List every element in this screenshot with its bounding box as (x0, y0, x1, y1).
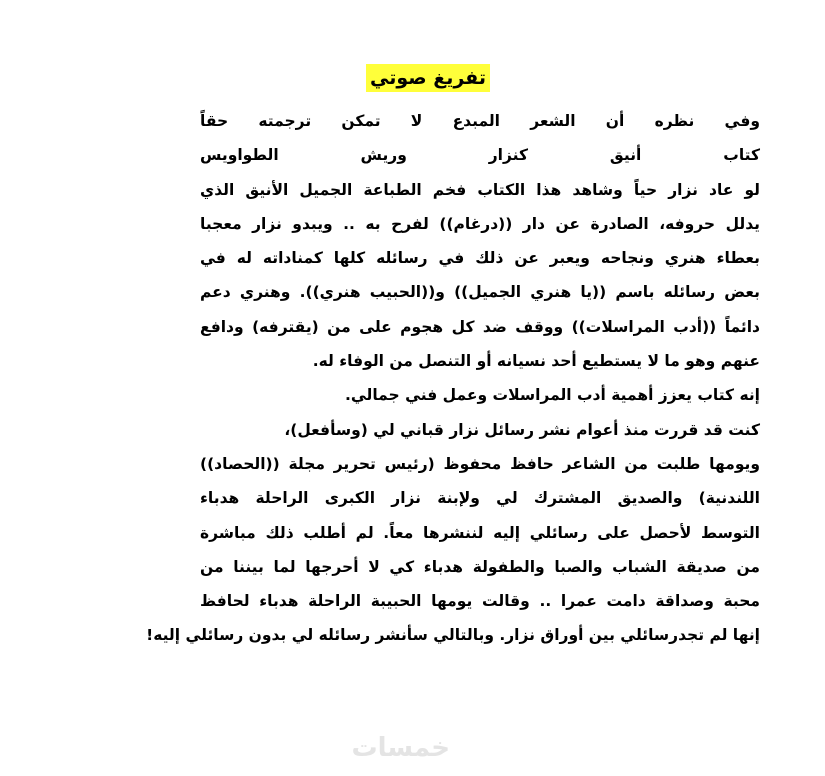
document-body (146, 104, 760, 653)
text-line: بعض رسائله باسم ((يا هنري الجميل)) و((الحبيب هنري)). وهنري دعم (200, 283, 760, 302)
text-line: عنهم وهو ما لا يستطيع أحد نسيانه أو التنصل من الوفاء له. (312, 352, 760, 371)
page-title: تفريغ صوتي (366, 64, 490, 92)
text-line: التوسط لأحصل على رسائلي إليه لننشرها معاً. لم أطلب ذلك مباشرة (200, 523, 760, 542)
text-line: لو عاد نزار حياً وشاهد هذا الكتاب فخم الطباعة الجميل الأنيق الذي (200, 180, 760, 199)
text-line: كنت قد قررت منذ أعوام نشر رسائل نزار قباني لي (وسأفعل)، (284, 420, 760, 439)
text-line: دائماً ((أدب المراسلات)) ووقف ضد كل هجوم على من (يقترفه) ودافع (200, 317, 760, 336)
text-line: إنه كتاب يعزز أهمية أدب المراسلات وعمل فني جمالي. (344, 386, 760, 405)
text-line: وفي نظره أن الشعر المبدع لا تمكن ترجمته حقاً (200, 112, 760, 130)
text-line: كتاب أنيق كنزار وريش الطواويس (200, 146, 760, 165)
text-line: يدلل حروفه، الصادرة عن دار ((درغام)) لفرح به .. ويبدو نزار معجبا (200, 214, 760, 233)
text-line: محبة وصداقة دامت عمرا .. وقالت يومها الحبيبة الراحلة هدباء لحافظ (200, 592, 760, 611)
watermark-logo: خمسات (351, 733, 450, 763)
text-line: إنها لم تجدرسائلي بين أوراق نزار. وبالتالي سأنشر رسائله لي بدون رسائلي إليه! (146, 626, 760, 645)
text-line: من صديقة الشباب والصبا والطفولة هدباء كي لا أحرجها لما بيننا من (200, 557, 760, 576)
text-line: ويومها طلبت من الشاعر حافظ محفوظ (رئيس تحرير مجلة ((الحصاد)) (200, 454, 760, 473)
text-line: بعطاء هنري ونجاحه ويعبر عن ذلك في رسائله كلها كمناداته له في (200, 249, 760, 268)
text-line: اللندنية) والصديق المشترك لي ولإبنة نزار الكبرى الراحلة هدباء (200, 489, 760, 508)
